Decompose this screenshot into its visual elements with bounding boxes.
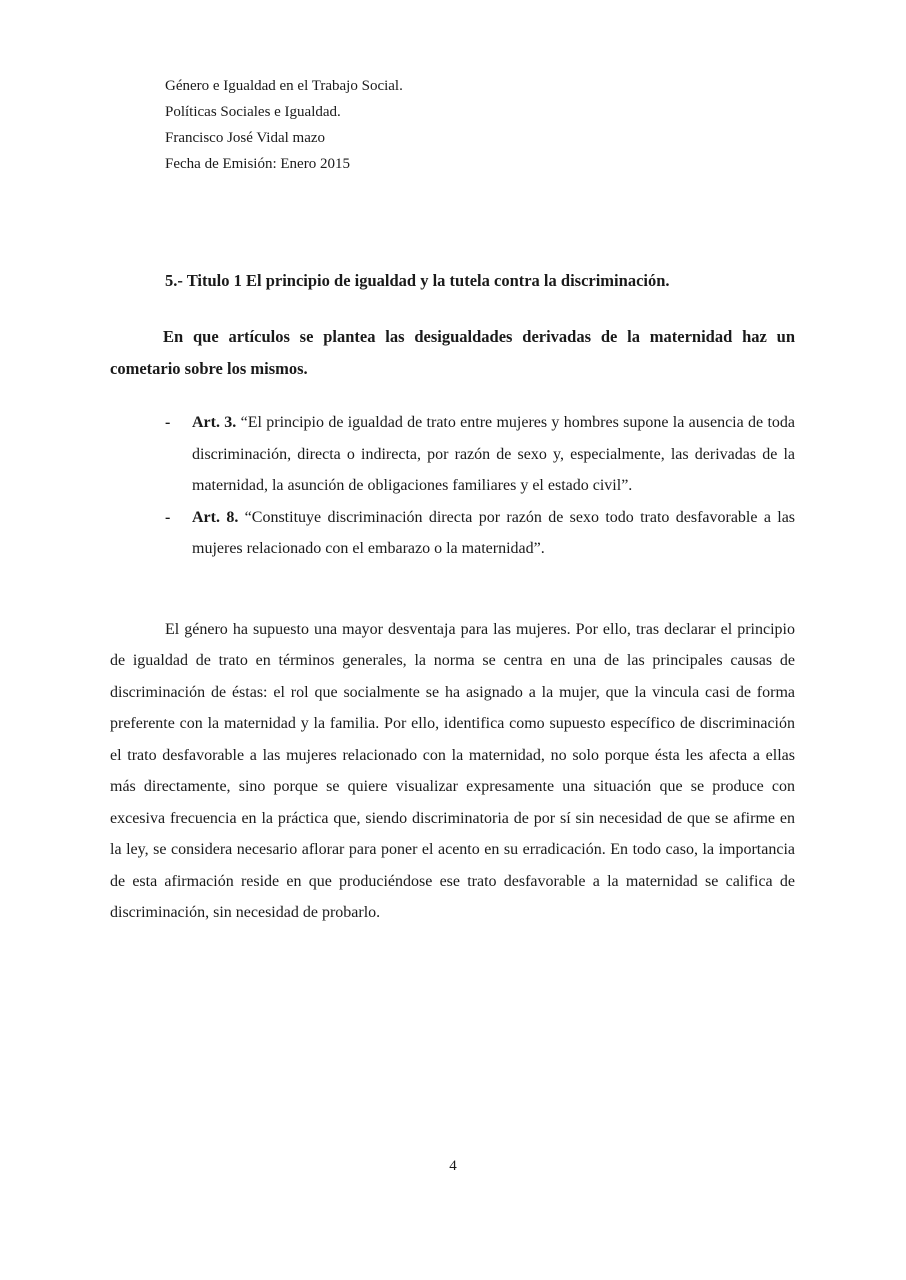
article-8-quote: “Constituye discriminación directa por razón de sexo todo trato desfavorable a las mujeres relacionado con el embarazo o la maternidad”. bbox=[192, 508, 796, 557]
question-paragraph: En que artículos se plantea las desigualdades derivadas de la maternidad haz un cometario sobre los mismos. bbox=[110, 327, 795, 378]
article-3-label: Art. 3. bbox=[192, 414, 237, 431]
document-header bbox=[165, 73, 795, 177]
article-3-quote: “El principio de igualdad de trato entre mujeres y hombres supone la ausencia de toda discriminación, directa o indirecta, por razón de sexo y, especialmente, las derivadas de la maternidad, la asunción de obligaciones familiares y el estado civil”. bbox=[192, 414, 796, 494]
header-line-title: Género e Igualdad en el Trabajo Social. bbox=[165, 78, 403, 94]
list-item bbox=[110, 502, 795, 565]
list-dash-marker: - bbox=[165, 508, 171, 526]
header-line-subtitle: Políticas Sociales e Igualdad. bbox=[165, 104, 341, 120]
article-8-text bbox=[192, 502, 795, 565]
header-line-author: Francisco José Vidal mazo bbox=[165, 130, 326, 146]
article-8-label: Art. 8. bbox=[192, 508, 239, 526]
page-number: 4 bbox=[449, 1158, 457, 1174]
article-3-text bbox=[192, 407, 795, 502]
article-list bbox=[110, 407, 795, 565]
list-item bbox=[110, 407, 795, 502]
section-heading: 5.- Titulo 1 El principio de igualdad y la tutela contra la discriminación. bbox=[165, 271, 670, 290]
list-dash-marker: - bbox=[165, 414, 171, 431]
header-line-date: Fecha de Emisión: Enero 2015 bbox=[165, 156, 350, 172]
body-paragraph: El género ha supuesto una mayor desventaja para las mujeres. Por ello, tras declarar el principio de igualdad de trato en términos generales, la norma se centra en una de las principales causas de discriminación de éstas: el rol que socialmente se ha asignado a la mujer, que la vincula casi de forma preferente con la maternidad y la familia. Por ello, identifica como supuesto específico de discriminación el trato desfavorable a las mujeres relacionado con la maternidad, no solo porque ésta les afecta a ellas más directamente, sino porque se quiere visualizar expresamente una situación que se produce con excesiva frecuencia en la práctica que, siendo discriminatoria de por sí sin necesidad de que se afirme en la ley, se considera necesario aflorar para poner el acento en su erradicación. En todo caso, la importancia de esta afirmación reside en que produciéndose ese trato desfavorable a la maternidad se califica de discriminación, sin necesidad de probarlo. bbox=[110, 620, 795, 921]
